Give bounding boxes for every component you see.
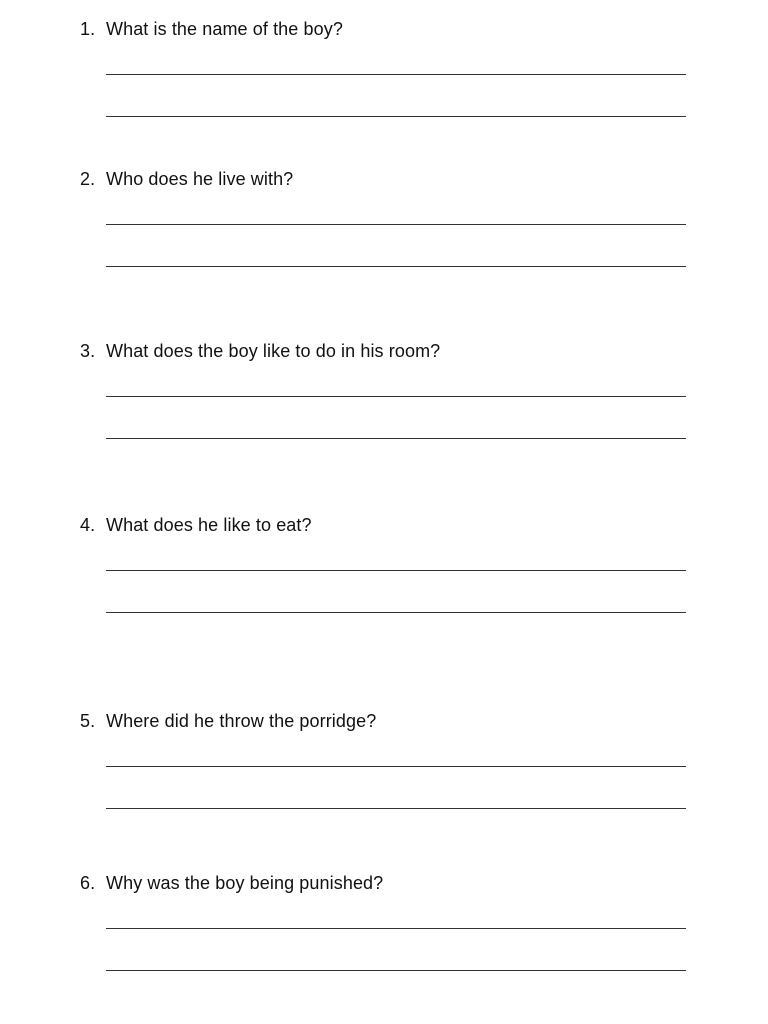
- question-number: 1.: [80, 19, 96, 39]
- answer-line-2[interactable]: [106, 612, 686, 613]
- question-text: Who does he live with?: [106, 169, 294, 189]
- answer-line-1[interactable]: [106, 766, 686, 767]
- answer-line-1[interactable]: [106, 570, 686, 571]
- question-text-row: [80, 872, 383, 894]
- question-text: What does he like to eat?: [106, 515, 312, 535]
- question-text: What is the name of the boy?: [106, 19, 343, 39]
- question-text-row: [80, 168, 293, 190]
- answer-line-2[interactable]: [106, 116, 686, 117]
- question-text-row: [80, 514, 312, 536]
- answer-line-1[interactable]: [106, 224, 686, 225]
- question-text-row: [80, 18, 343, 40]
- answer-line-1[interactable]: [106, 74, 686, 75]
- question-text: What does the boy like to do in his room?: [106, 341, 441, 361]
- question-number: 5.: [80, 711, 96, 731]
- answer-line-2[interactable]: [106, 808, 686, 809]
- question-text-row: [80, 340, 440, 362]
- answer-line-2[interactable]: [106, 438, 686, 439]
- question-text: Where did he throw the porridge?: [106, 711, 377, 731]
- question-text: Why was the boy being punished?: [106, 873, 384, 893]
- question-number: 2.: [80, 169, 96, 189]
- answer-line-1[interactable]: [106, 396, 686, 397]
- answer-line-2[interactable]: [106, 266, 686, 267]
- question-text-row: [80, 710, 376, 732]
- question-number: 4.: [80, 515, 96, 535]
- answer-line-1[interactable]: [106, 928, 686, 929]
- answer-line-2[interactable]: [106, 970, 686, 971]
- question-number: 3.: [80, 341, 96, 361]
- question-number: 6.: [80, 873, 96, 893]
